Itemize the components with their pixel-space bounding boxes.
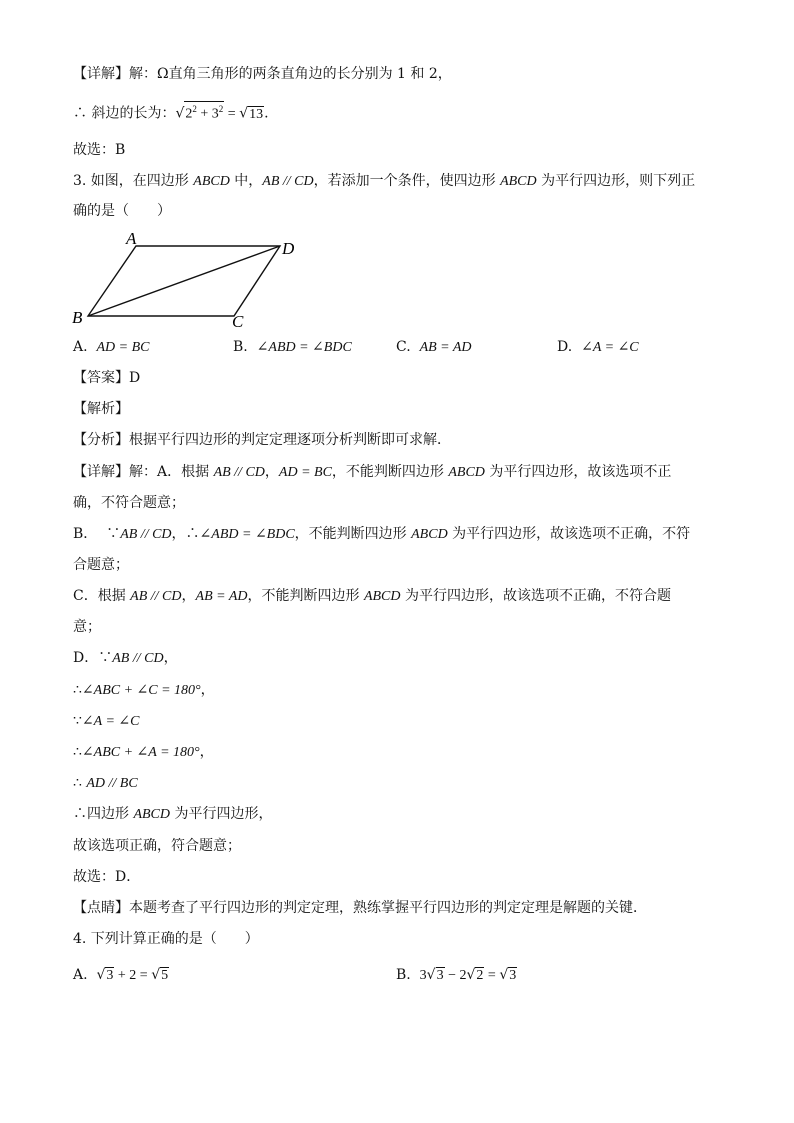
q3-prefix: 3. 如图，在四边形	[73, 173, 194, 189]
comma-4: ，	[200, 682, 215, 698]
q4-option-b-label: B.	[396, 967, 411, 983]
radical-b1: √	[426, 967, 436, 983]
therefore-4: ∴四边形	[73, 806, 134, 822]
therefore-2: ∴	[73, 744, 82, 760]
conclusion: 为平行四边形，	[170, 806, 273, 822]
radical-sign: √	[175, 105, 185, 122]
hypotenuse-result: 13	[249, 106, 264, 122]
radical-sign-2: √	[239, 105, 249, 122]
key-point: 【点睛】本题考查了平行四边形的判定定理，熟练掌握平行四边形的判定定理是解题的关键．	[73, 900, 647, 916]
option-a-text: AD = BC	[96, 340, 150, 355]
detail-a-prefix: 【详解】解：A．根据	[73, 464, 214, 480]
detail-d-line-5	[73, 773, 138, 794]
option-b	[233, 337, 352, 358]
detail-d-line-7: 故该选项正确，符合题意；	[73, 838, 241, 854]
vertex-a-label: A	[126, 229, 137, 248]
answer-b: 故选：B	[73, 142, 126, 158]
detail-b-line-2: 合题意；	[73, 557, 129, 573]
q3-post: ，若添加一个条件，使四边形	[313, 173, 501, 189]
q3-stem-line-2: 确的是（ ）	[73, 203, 171, 219]
quad-name-3: ABCD	[448, 465, 485, 480]
because-glyph: Ω	[157, 66, 169, 82]
detail-d-line-3	[73, 711, 139, 732]
detail-c-line-2: 意；	[73, 619, 101, 635]
comma: ，	[264, 464, 279, 480]
q4-option-b	[396, 965, 517, 986]
because-2: ∵	[73, 713, 82, 729]
period: .	[264, 105, 269, 122]
q4-b-eq: =	[484, 968, 500, 983]
detail-a-line-2: 确，不符合题意；	[73, 495, 185, 511]
radicand-a2: 5	[161, 968, 169, 983]
analysis-summary: 【分析】根据平行四边形的判定定理逐项分析判断即可求解．	[73, 432, 451, 448]
detail-d-line-6	[73, 804, 272, 825]
option-c-label: C.	[396, 339, 411, 355]
because-symbol: ∵	[106, 526, 121, 542]
ad-parallel-bc: AD // BC	[86, 776, 138, 791]
detail-c-eq: AB = AD	[195, 589, 248, 604]
detail-c-parallel: AB // CD	[130, 589, 182, 604]
option-d-text: ∠A = ∠C	[581, 340, 639, 355]
solution-text: 直角三角形的两条直角边的长分别为 1 和 2，	[168, 66, 452, 82]
option-a-label: A.	[73, 339, 88, 355]
hypotenuse-label: ∴ 斜边的长为：	[73, 105, 176, 122]
detail-c-tail: 为平行四边形，故该选项不正确，不符合题	[400, 588, 671, 604]
angle-sum-a: ∠ABC + ∠A = 180°	[81, 745, 200, 760]
xiangjie-label: 【详解】解：	[73, 66, 157, 82]
angle-a-eq-c: ∠A = ∠C	[81, 714, 140, 729]
option-b-label: B.	[233, 339, 248, 355]
therefore-symbol: ，∴	[171, 526, 200, 542]
radicand-b2: 2	[476, 968, 484, 983]
vertex-b-label: B	[72, 308, 83, 327]
radical-b3: √	[499, 967, 509, 983]
quad-name: ABCD	[193, 174, 230, 189]
base-a: 2	[185, 106, 193, 122]
detail-c-post: ，不能判断四边形	[247, 588, 364, 604]
diagonal-bd	[88, 246, 280, 316]
detail-b-line-1	[73, 524, 690, 545]
answer-d: 故选：D．	[73, 869, 141, 885]
option-a	[73, 337, 149, 358]
option-d	[557, 337, 639, 358]
q4-a-plus: + 2 =	[114, 968, 152, 983]
detail-a-tail: 为平行四边形，故该选项不正	[484, 464, 672, 480]
comma-2: ，	[181, 588, 196, 604]
detail-a-line-1	[73, 462, 671, 483]
detail-b-parallel: AB // CD	[120, 527, 172, 542]
therefore-1: ∴	[73, 682, 82, 698]
parallelogram-figure	[60, 226, 320, 332]
q4-stem: 4. 下列计算正确的是（ ）	[73, 931, 259, 947]
angle-sum-c: ∠ABC + ∠C = 180°	[81, 683, 201, 698]
comma-5: ，	[199, 744, 214, 760]
vertex-c-label: C	[232, 312, 244, 331]
radical-a1: √	[96, 967, 106, 983]
quad-name-5: ABCD	[363, 589, 401, 604]
solution-line-1	[73, 64, 452, 84]
ab-parallel-cd: AB // CD	[262, 174, 314, 189]
q4-b-minus: − 2	[444, 968, 467, 983]
detail-b-prefix: B．	[73, 526, 98, 542]
detail-d-parallel: AB // CD	[112, 651, 164, 666]
option-c	[396, 337, 472, 358]
q4-option-a	[73, 965, 169, 986]
q4-option-a-label: A.	[73, 967, 88, 983]
comma-3: ，	[163, 650, 178, 666]
q3-mid: 中，	[229, 173, 263, 189]
vertex-d-label: D	[282, 239, 295, 258]
quad-name-6: ABCD	[133, 807, 171, 822]
solution-line-2	[73, 101, 269, 125]
detail-b-tail: 为平行四边形，故该选项不正确，不符	[447, 526, 691, 542]
detail-c-line-1	[73, 586, 671, 607]
detail-d-line-4	[73, 742, 214, 763]
base-b: 3	[211, 106, 219, 122]
quad-name-2: ABCD	[500, 174, 537, 189]
option-c-text: AB = AD	[419, 340, 472, 355]
therefore-3: ∴	[73, 775, 87, 791]
detail-b-post: ，不能判断四边形	[294, 526, 412, 542]
radicand-a1: 3	[106, 968, 114, 983]
detail-c-prefix: C．根据	[73, 588, 131, 604]
detail-d-line-2	[73, 680, 215, 701]
radicand-b1: 3	[436, 968, 444, 983]
detail-a-parallel: AB // CD	[213, 465, 265, 480]
option-b-text: ∠ABD = ∠BDC	[256, 340, 352, 355]
analysis-tag: 【解析】	[73, 401, 129, 417]
radical-a2: √	[151, 967, 161, 983]
quad-name-4: ABCD	[411, 527, 448, 542]
coef-b1: 3	[419, 968, 427, 983]
hypotenuse-expression: $2^2 + 3^2$	[184, 101, 224, 122]
detail-d-prefix: D．∵	[73, 650, 113, 666]
detail-d-line-1	[73, 648, 178, 669]
detail-a-post: ，不能判断四边形	[331, 464, 449, 480]
answer-tag: 【答案】D	[73, 370, 141, 386]
q3-tail: 为平行四边形，则下列正	[536, 173, 696, 189]
equals: =	[224, 106, 240, 122]
radicand-b3: 3	[509, 968, 517, 983]
detail-b-angle: ∠ABD = ∠BDC	[199, 527, 295, 542]
radical-b2: √	[466, 967, 476, 983]
option-d-label: D.	[557, 339, 573, 355]
detail-a-eq: AD = BC	[278, 465, 332, 480]
q3-stem-line-1	[73, 171, 695, 192]
